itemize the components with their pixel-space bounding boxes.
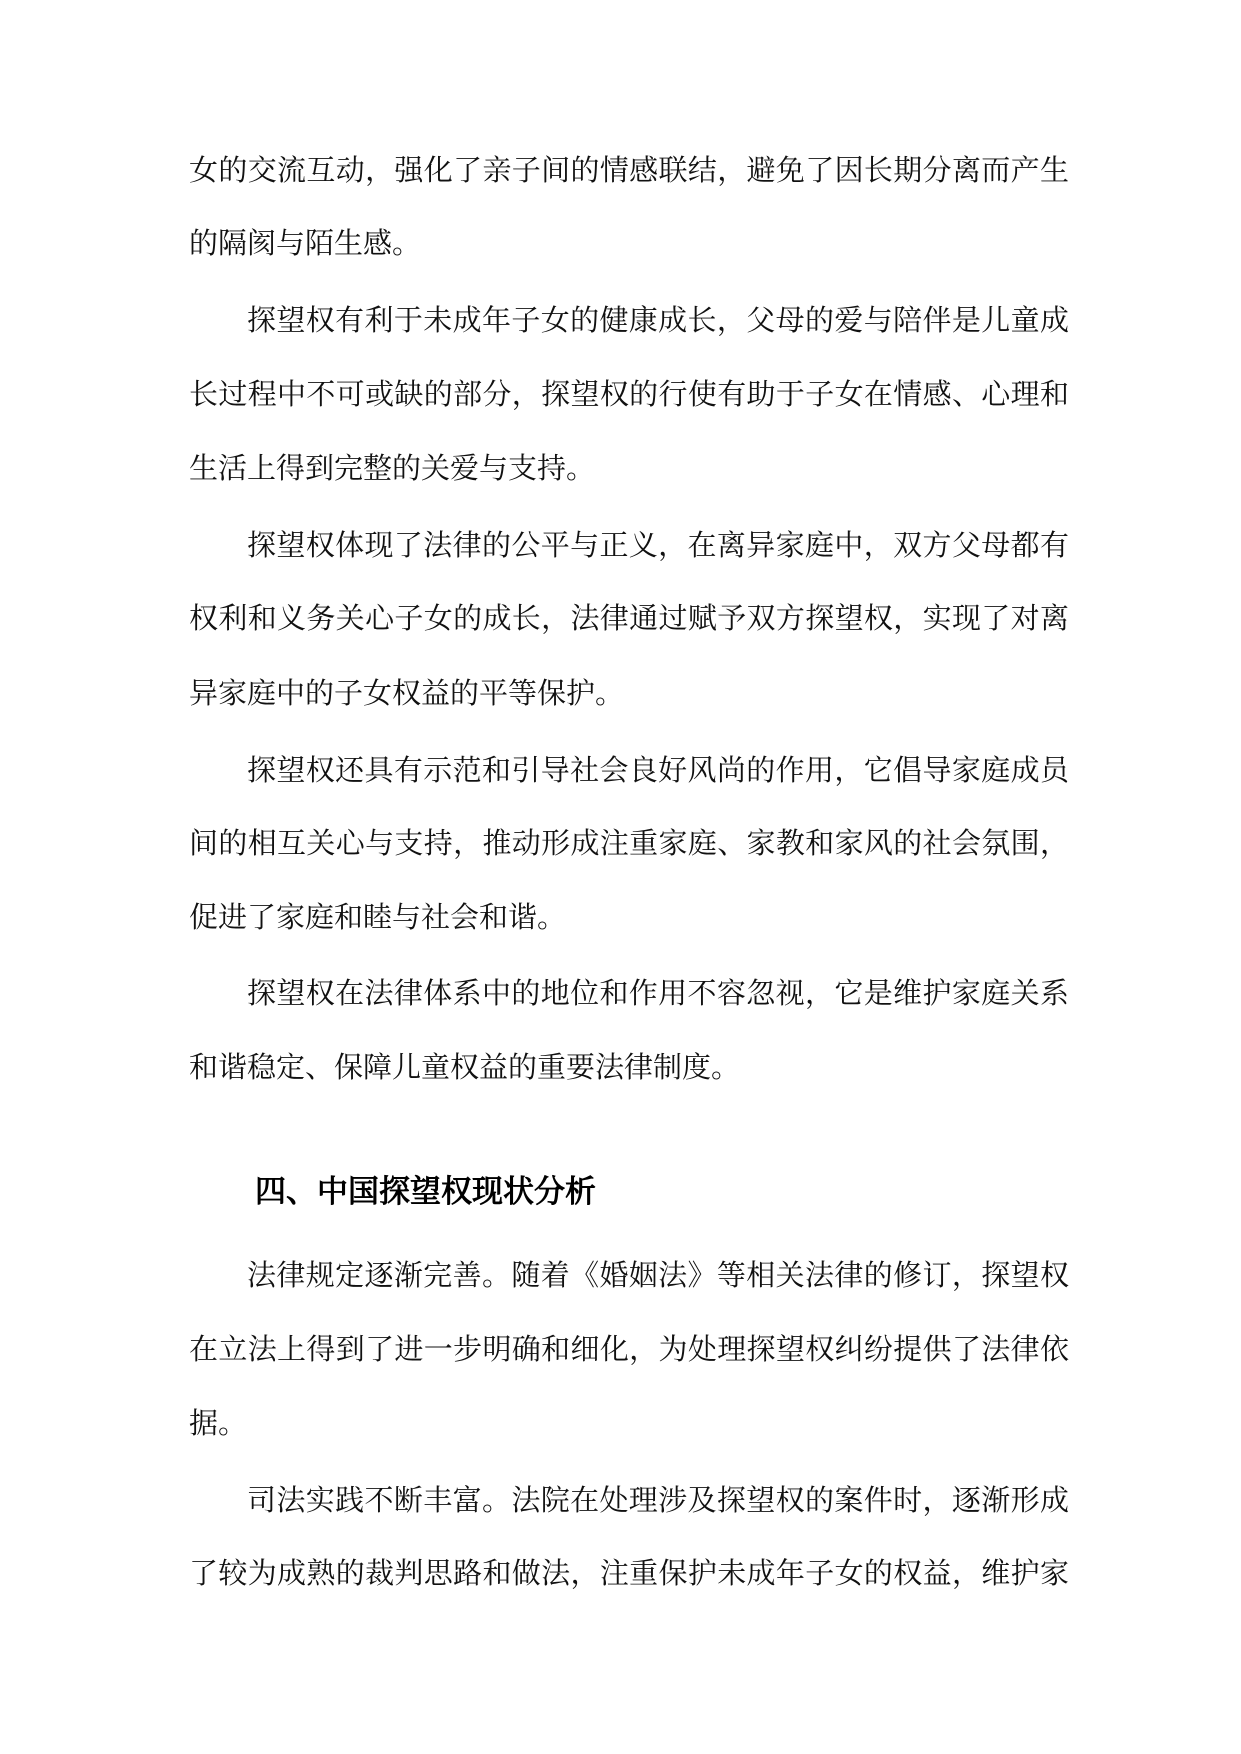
paragraph-line: 权利和义务关心子女的成长，法律通过赋予双方探望权，实现了对离 (189, 601, 1069, 635)
paragraph-line: 探望权在法律体系中的地位和作用不容忽视，它是维护家庭关系 (247, 976, 1069, 1010)
paragraph-line: 探望权有利于未成年子女的健康成长，父母的爱与陪伴是儿童成 (247, 303, 1069, 337)
paragraph-line: 在立法上得到了进一步明确和细化，为处理探望权纠纷提供了法律依 (189, 1332, 1069, 1366)
paragraph-line: 间的相互关心与支持，推动形成注重家庭、家教和家风的社会氛围， (189, 826, 1069, 860)
paragraph-line: 探望权还具有示范和引导社会良好风尚的作用，它倡导家庭成员 (247, 753, 1069, 787)
paragraph-line: 的隔阂与陌生感。 (189, 226, 422, 260)
section-heading: 四、中国探望权现状分析 (255, 1174, 596, 1210)
paragraph-line: 据。 (189, 1406, 248, 1440)
paragraph-line: 和谐稳定、保障儿童权益的重要法律制度。 (189, 1050, 741, 1084)
paragraph-line: 女的交流互动，强化了亲子间的情感联结，避免了因长期分离而产生 (189, 153, 1069, 187)
paragraph-line: 法律规定逐渐完善。随着《婚姻法》等相关法律的修订，探望权 (247, 1258, 1069, 1292)
paragraph-line: 促进了家庭和睦与社会和谐。 (189, 900, 567, 934)
paragraph-line: 长过程中不可或缺的部分，探望权的行使有助于子女在情感、心理和 (189, 377, 1069, 411)
paragraph-line: 生活上得到完整的关爱与支持。 (189, 451, 596, 485)
paragraph-line: 探望权体现了法律的公平与正义，在离异家庭中，双方父母都有 (247, 528, 1069, 562)
paragraph-line: 司法实践不断丰富。法院在处理涉及探望权的案件时，逐渐形成 (247, 1483, 1069, 1517)
paragraph-line: 异家庭中的子女权益的平等保护。 (189, 676, 625, 710)
paragraph-line: 了较为成熟的裁判思路和做法，注重保护未成年子女的权益，维护家 (189, 1556, 1069, 1590)
